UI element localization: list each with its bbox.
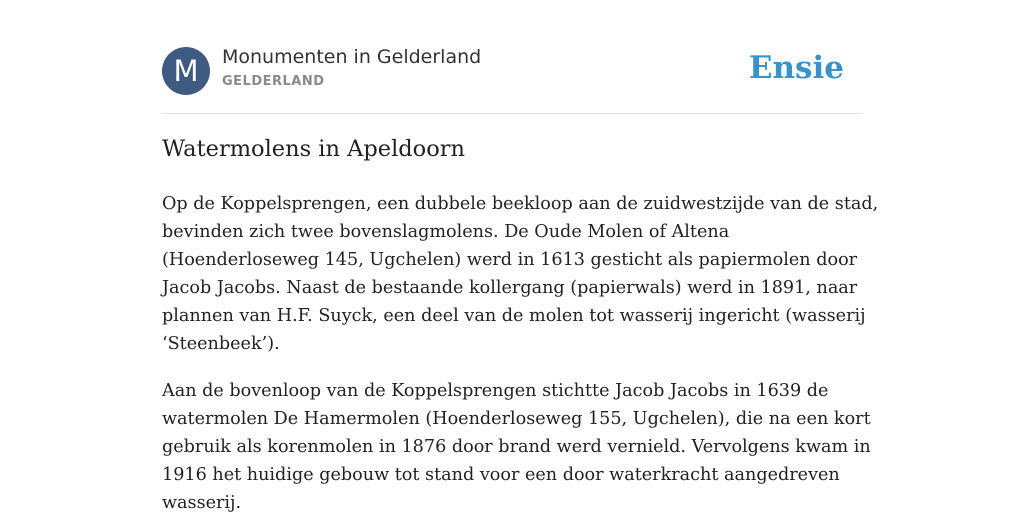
paragraph-line: Jacob Jacobs. Naast de bestaande kollergang (papierwals) werd in 1891, naar bbox=[162, 278, 858, 298]
paragraph-line: (Hoenderloseweg 145, Ugchelen) werd in 1613 gesticht als papiermolen door bbox=[162, 250, 858, 270]
source-subtitle[interactable]: GELDERLAND bbox=[222, 74, 325, 89]
paragraph-line: wasserij. bbox=[162, 493, 242, 512]
article-title: Watermolens in Apeldoorn bbox=[162, 136, 466, 162]
paragraph-line: gebruik als korenmolen in 1876 door brand werd vernield. Vervolgens kwam in bbox=[162, 437, 871, 457]
source-title[interactable]: Monumenten in Gelderland bbox=[222, 46, 482, 68]
paragraph-line: Op de Koppelsprengen, een dubbele beekloop aan de zuidwestzijde van de stad, bbox=[162, 194, 879, 214]
ensie-logo[interactable]: Ensie bbox=[748, 50, 844, 86]
paragraph-line: watermolen De Hamermolen (Hoenderloseweg 155, Ugchelen), die na een kort bbox=[162, 409, 871, 429]
paragraph-2 bbox=[162, 377, 871, 512]
avatar[interactable]: M bbox=[162, 47, 210, 95]
paragraph-line: plannen van H.F. Suyck, een deel van de molen tot wasserij ingericht (wasserij bbox=[162, 306, 866, 326]
article-page bbox=[162, 0, 879, 512]
source-header bbox=[162, 0, 862, 114]
paragraph-1 bbox=[162, 190, 879, 358]
paragraph-line: ‘Steenbeek’). bbox=[162, 334, 280, 354]
paragraph-line: Aan de bovenloop van de Koppelsprengen stichtte Jacob Jacobs in 1639 de bbox=[162, 381, 829, 401]
paragraph-line: 1916 het huidige gebouw tot stand voor een door waterkracht aangedreven bbox=[162, 465, 840, 485]
paragraph-line: bevinden zich twee bovenslagmolens. De Oude Molen of Altena bbox=[162, 222, 730, 242]
